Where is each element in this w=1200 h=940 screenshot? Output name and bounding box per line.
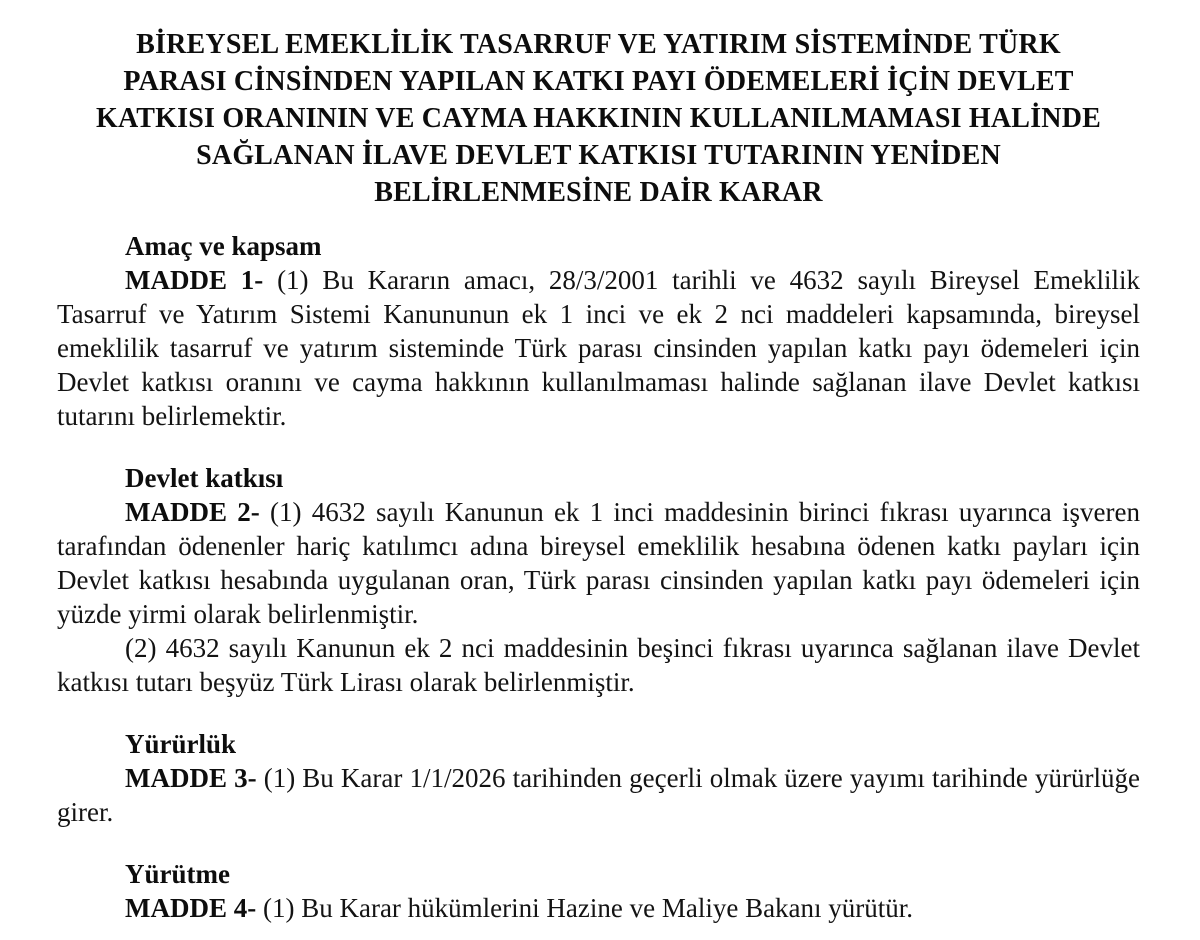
document-title — [57, 26, 1140, 211]
paragraph-madde-3 — [57, 761, 1140, 829]
title-line-4: SAĞLANAN İLAVE DEVLET KATKISI TUTARININ YENİDEN — [196, 140, 1001, 171]
section-heading-devlet-katkisi: Devlet katkısı — [125, 463, 284, 493]
title-line-3: KATKISI ORANININ VE CAYMA HAKKININ KULLANILMAMASI HALİNDE — [95, 103, 1102, 134]
section-amac-ve-kapsam — [57, 229, 1140, 433]
madde-2-label: MADDE 2- — [125, 497, 260, 527]
madde-4-label: MADDE 4- — [125, 893, 257, 923]
madde-2-fikra-1-text: (1) 4632 sayılı Kanunun ek 1 inci maddesinin birinci fıkrası uyarınca işveren tarafından ödenenler hariç katılımcı adına bireysel emeklilik hesabına ödenen katkı payları için Devlet katkısı hesabında uygulanan oran, Türk parası cinsinden yapılan katkı payı ödemeleri için yüzde yirmi olarak belirlenmiştir. — [57, 497, 1140, 629]
madde-4-text: (1) Bu Karar hükümlerini Hazine ve Maliye Bakanı yürütür. — [256, 893, 914, 923]
title-line-5: BELİRLENMESİNE DAİR KARAR — [374, 177, 823, 208]
madde-2-fikra-2-text: (2) 4632 sayılı Kanunun ek 2 nci maddesinin beşinci fıkrası uyarınca sağlanan ilave Devlet katkısı tutarı beşyüz Türk Lirası olarak belirlenmiştir. — [57, 633, 1140, 697]
section-yururluk — [57, 727, 1140, 829]
madde-1-text: (1) Bu Kararın amacı, 28/3/2001 tarihli ve 4632 sayılı Bireysel Emeklilik Tasarruf ve Yatırım Sistemi Kanununun ek 1 inci ve ek 2 nci maddeleri kapsamında, bireysel emeklilik tasarruf ve yatırım sisteminde Türk parası cinsinden yapılan katkı payı ödemeleri için Devlet katkısı oranını ve cayma hakkının kullanılmaması halinde sağlanan ilave Devlet katkısı tutarını belirlemektir. — [57, 265, 1141, 431]
paragraph-madde-2-fikra-1 — [57, 495, 1140, 631]
paragraph-madde-2-fikra-2 — [57, 631, 1140, 699]
title-line-2: PARASI CİNSİNDEN YAPILAN KATKI PAYI ÖDEMELERİ İÇİN DEVLET — [123, 66, 1074, 97]
title-line-1: BİREYSEL EMEKLİLİK TASARRUF VE YATIRIM SİSTEMİNDE TÜRK — [136, 29, 1061, 60]
section-devlet-katkisi — [57, 461, 1140, 699]
document-body — [57, 229, 1140, 925]
madde-1-label: MADDE 1- — [125, 265, 264, 295]
section-heading-amac-ve-kapsam: Amaç ve kapsam — [125, 231, 322, 261]
section-yurutme — [57, 857, 1140, 925]
madde-3-label: MADDE 3- — [125, 763, 257, 793]
paragraph-madde-4 — [57, 891, 1140, 925]
madde-3-text: (1) Bu Karar 1/1/2026 tarihinden geçerli olmak üzere yayımı tarihinde yürürlüğe girer. — [57, 763, 1140, 827]
section-heading-yurutme: Yürütme — [125, 859, 230, 889]
section-heading-yururluk: Yürürlük — [125, 729, 237, 759]
paragraph-madde-1 — [57, 263, 1140, 433]
